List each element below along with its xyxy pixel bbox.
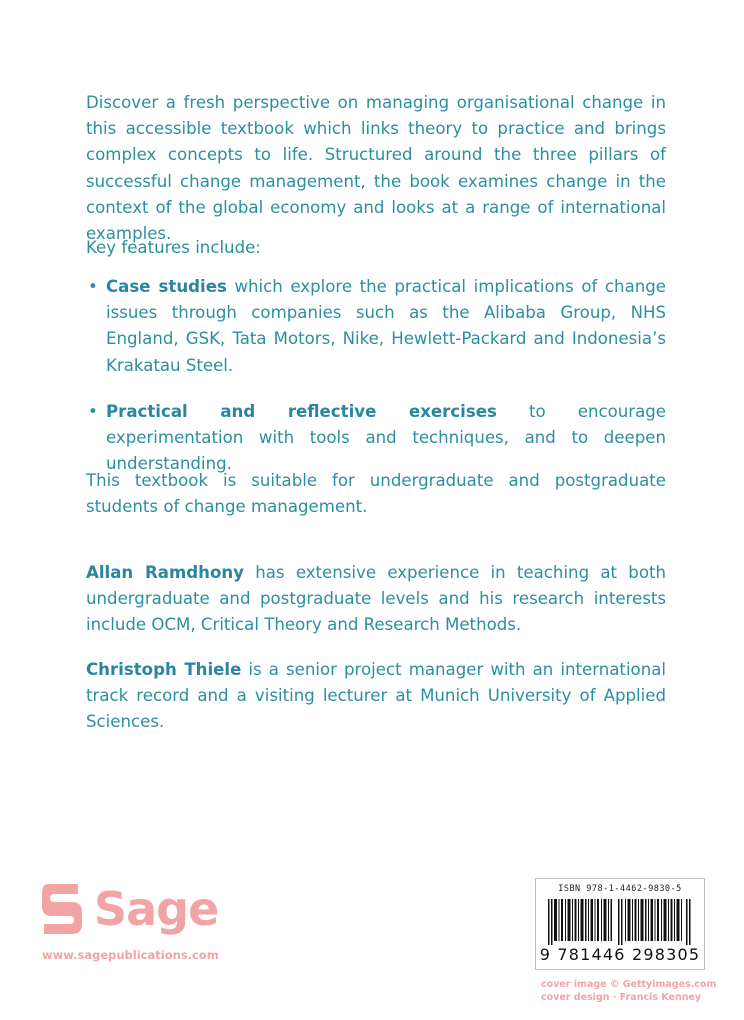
feature-item: [86, 399, 666, 478]
barcode-icon: [546, 899, 696, 945]
key-features-heading-text: Key features include:: [86, 238, 261, 257]
feature-title: Practical and reflective exercises: [106, 401, 497, 421]
author-bio: [86, 657, 666, 736]
author-bio: [86, 560, 666, 639]
feature-item: [86, 274, 666, 379]
isbn-label: ISBN 978-1-4462-9830-5: [558, 884, 682, 894]
isbn-barcode: [535, 878, 705, 970]
author-name: Christoph Thiele: [86, 660, 242, 679]
feature-title: Case studies: [106, 277, 227, 296]
key-features-heading: [86, 235, 666, 261]
cover-credits: [541, 978, 716, 1004]
cover-design-credit: cover design · Francis Kenney: [541, 992, 702, 1003]
publisher-name: Sage: [94, 882, 219, 936]
author-bio-text: has extensive experience in teaching at both undergraduate and postgraduate levels and his research interests include OCM, Critical Theory and Research Methods.: [86, 563, 666, 635]
author-bio-text: is a senior project manager with an international track record and a visiting lecturer at Munich University of Applied Sciences.: [86, 660, 666, 732]
intro-text: Discover a fresh perspective on managing organisational change in this accessible textbook which links theory to practice and brings complex concepts to life. Structured around the three pillars of successful change management, the book examines change in the context of the global economy and looks at a range of international examples.: [86, 93, 666, 244]
publisher-url[interactable]: www.sagepublications.com: [42, 948, 219, 962]
features-list: [86, 274, 666, 477]
suitability-paragraph: [86, 468, 666, 520]
publisher-logo: [40, 880, 218, 938]
author-name: Allan Ramdhony: [86, 563, 244, 582]
intro-paragraph: [86, 90, 666, 247]
suitability-text: This textbook is suitable for undergraduate and postgraduate students of change management.: [86, 471, 666, 517]
feature-text: which explore the practical implications of change issues through companies such as the Alibaba Group, NHS England, GSK, Tata Motors, Nike, Hewlett-Packard and Indonesia’s Krakatau Steel.: [106, 277, 666, 375]
feature-text: to encourage experimentation with tools and techniques, and to deepen understanding.: [106, 401, 666, 474]
cover-image-credit: cover image © Gettyimages.com: [541, 979, 717, 990]
sage-s-icon: [40, 880, 84, 938]
barcode-digits: 9 781446 298305: [539, 945, 701, 964]
